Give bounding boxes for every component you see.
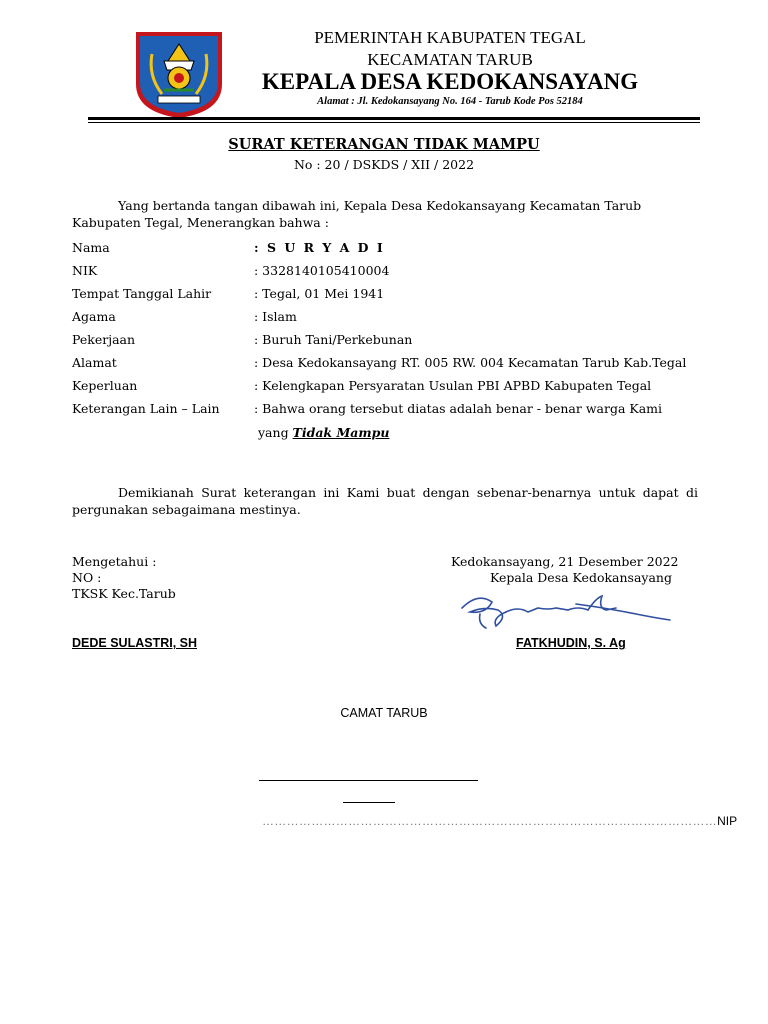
nip-dots: ………………………………………………………………………………………………… [262,814,718,828]
field-value: : Kelengkapan Persyaratan Usulan PBI APBD Kabupaten Tegal [254,378,652,393]
field-row-keperluan [72,378,712,398]
field-label: Alamat [72,355,117,370]
village-head-signature-icon [456,588,674,632]
intro-paragraph: Yang bertanda tangan dibawah ini, Kepala Desa Kedokansayang Kecamatan Tarub Kabupaten Tegal, Menerangkan bahwa : [72,198,642,230]
government-name: PEMERINTAH KABUPATEN TEGAL [314,28,586,47]
closing-paragraph: Demikianah Surat keterangan ini Kami buat dengan sebenar-benarnya untuk dapat di pergunakan sebagaimana mestinya. [72,485,698,517]
field-row-keterangan [72,401,712,421]
nip-line [262,814,737,828]
field-row-nik [72,263,712,283]
field-label: Pekerjaan [72,332,136,347]
number-label: NO : [72,570,102,585]
keterangan-continuation [258,425,389,440]
field-value: : Tegal, 01 Mei 1941 [254,286,385,301]
camat-short-line [343,802,395,803]
field-label: Nama [72,240,110,255]
tidak-mampu-emphasis: Tidak Mampu [292,425,390,440]
tksk-signatory-name: DEDE SULASTRI, SH [72,636,198,650]
field-value: : 3328140105410004 [254,263,390,278]
tksk-label: TKSK Kec.Tarub [72,586,176,601]
field-value: : Desa Kedokansayang RT. 005 RW. 004 Kecamatan Tarub Kab.Tegal [254,355,687,370]
field-value: : S U R Y A D I [254,240,385,255]
field-label: NIK [72,263,98,278]
village-head-title: KEPALA DESA KEDOKANSAYANG [261,69,639,94]
field-label: Tempat Tanggal Lahir [72,286,212,301]
village-head-name: FATKHUDIN, S. Ag [516,636,626,650]
continuation-prefix: yang [258,425,293,440]
letter-number: No : 20 / DSKDS / XII / 2022 [293,157,475,172]
field-row-nama [72,240,712,260]
field-row-pekerjaan [72,332,712,352]
letter-title: SURAT KETERANGAN TIDAK MAMPU [228,136,540,153]
camat-title: CAMAT TARUB [340,706,428,720]
field-label: Keterangan Lain – Lain [72,401,220,416]
district-name: KECAMATAN TARUB [367,50,533,69]
header-rule-thick [88,117,700,120]
field-value: : Islam [254,309,297,324]
field-row-agama [72,309,712,329]
tegal-regency-emblem-icon [134,26,224,120]
field-label: Keperluan [72,378,138,393]
field-value: : Bahwa orang tersebut diatas adalah benar - benar warga Kami [254,401,663,416]
village-head-position: Kepala Desa Kedokansayang [490,570,672,585]
place-date: Kedokansayang, 21 Desember 2022 [451,554,679,569]
acknowledged-label: Mengetahui : [72,554,157,569]
office-address: Alamat : Jl. Kedokansayang No. 164 - Tarub Kode Pos 52184 [317,96,583,107]
field-row-birth [72,286,712,306]
nip-label: NIP [717,814,738,828]
field-row-alamat [72,355,712,375]
header-rule-thin [88,122,700,123]
camat-signature-line [259,780,478,781]
field-label: Agama [72,309,116,324]
field-value: : Buruh Tani/Perkebunan [254,332,413,347]
